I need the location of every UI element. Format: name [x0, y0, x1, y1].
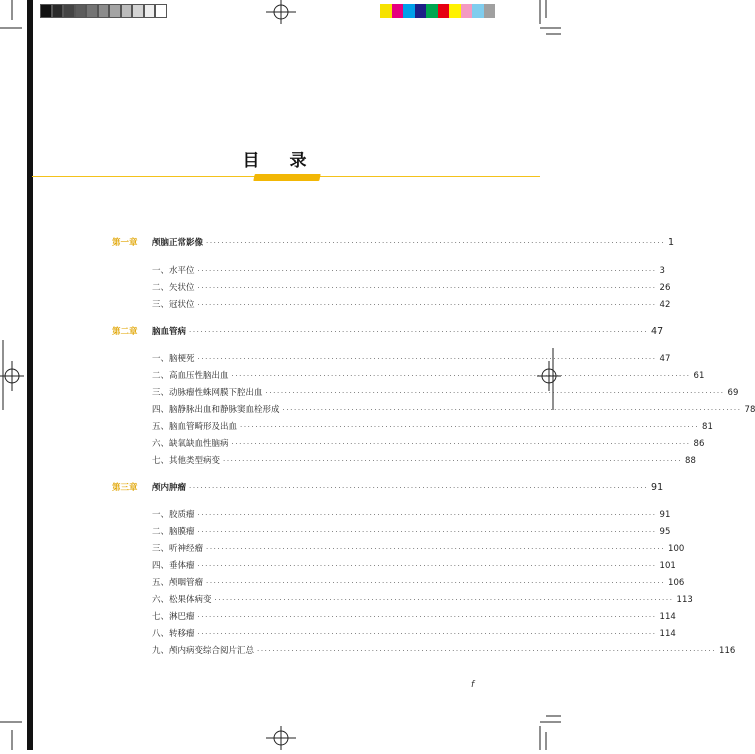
- toc-section-row[interactable]: [152, 369, 705, 383]
- page-number: 47: [659, 354, 671, 364]
- toc-section-row[interactable]: [152, 525, 671, 539]
- toc-section-row[interactable]: [152, 576, 685, 590]
- section-title: 七、其他类型病变: [152, 456, 221, 466]
- dot-leader: ························································································································: [197, 267, 657, 275]
- section-title: 六、缺氧缺血性脑病: [152, 439, 229, 449]
- chapter-title: 颅脑正常影像: [152, 238, 204, 248]
- dot-leader: ························································································································: [257, 647, 717, 655]
- page-number: 61: [693, 371, 705, 381]
- dot-leader: ························································································································: [282, 406, 742, 414]
- toc-chapter-row[interactable]: [112, 481, 664, 495]
- page-number: 91: [651, 482, 664, 493]
- dot-leader: ························································································································: [197, 301, 657, 309]
- dot-leader: ························································································································: [265, 389, 725, 397]
- toc-chapter-row[interactable]: [112, 325, 664, 339]
- toc-section-row[interactable]: [152, 420, 713, 434]
- section-title: 一、脑梗死: [152, 354, 195, 364]
- chapter-number: 第二章: [112, 327, 138, 337]
- section-title: 八、转移瘤: [152, 629, 195, 639]
- dot-leader: ························································································································: [231, 440, 691, 448]
- dot-leader: ························································································································: [197, 528, 657, 536]
- page-number: 116: [719, 646, 736, 656]
- dot-leader: ························································································································: [240, 423, 700, 431]
- dot-leader: ························································································································: [214, 596, 674, 604]
- toc-section-row[interactable]: [152, 454, 696, 468]
- page-number: 114: [659, 629, 676, 639]
- dot-leader: ························································································································: [197, 284, 657, 292]
- section-title: 二、脑膜瘤: [152, 527, 195, 537]
- section-title: 一、水平位: [152, 266, 195, 276]
- page-number: 106: [668, 578, 685, 588]
- page-number: 78: [744, 405, 755, 415]
- section-title: 七、淋巴瘤: [152, 612, 195, 622]
- section-title: 五、颅咽管瘤: [152, 578, 204, 588]
- dot-leader: ························································································································: [206, 545, 666, 553]
- section-title: 二、高血压性脑出血: [152, 371, 229, 381]
- section-title: 五、脑血管畸形及出血: [152, 422, 238, 432]
- toc-section-row[interactable]: [152, 593, 693, 607]
- dot-leader: ························································································································: [206, 579, 666, 587]
- toc-section-row[interactable]: [152, 508, 671, 522]
- section-title: 四、垂体瘤: [152, 561, 195, 571]
- toc-section-row[interactable]: [152, 437, 705, 451]
- toc-section-row[interactable]: [152, 386, 739, 400]
- toc-section-row[interactable]: [152, 403, 755, 417]
- page-number: 47: [651, 326, 664, 337]
- toc-section-row[interactable]: [152, 298, 671, 312]
- dot-leader: ························································································································: [206, 239, 666, 247]
- page-number: 86: [693, 439, 705, 449]
- toc-section-row[interactable]: [152, 352, 671, 366]
- toc-section-row[interactable]: [152, 281, 671, 295]
- page-number: 81: [702, 422, 713, 432]
- dot-leader: ························································································································: [197, 511, 657, 519]
- toc-section-row[interactable]: [152, 559, 676, 573]
- section-title: 六、松果体病变: [152, 595, 212, 605]
- section-title: 一、胶质瘤: [152, 510, 195, 520]
- page-number: 100: [668, 544, 685, 554]
- dot-leader: ························································································································: [189, 328, 649, 336]
- page-number: 26: [659, 283, 671, 293]
- dot-leader: ························································································································: [189, 484, 649, 492]
- dot-leader: ························································································································: [231, 372, 691, 380]
- toc-section-row[interactable]: [152, 627, 676, 641]
- toc-section-row[interactable]: [152, 264, 665, 278]
- page-number: 42: [659, 300, 671, 310]
- page-number: 88: [685, 456, 696, 466]
- toc-chapter-row[interactable]: [112, 236, 675, 250]
- chapter-title: 颅内肿瘤: [152, 483, 187, 493]
- page-number: 91: [659, 510, 671, 520]
- page-number: 101: [659, 561, 676, 571]
- page-title: 目 录: [242, 151, 319, 171]
- chapter-number: 第一章: [112, 238, 138, 248]
- page-number: 95: [659, 527, 671, 537]
- dot-leader: ························································································································: [197, 630, 657, 638]
- page-number: 114: [659, 612, 676, 622]
- section-title: 四、脑静脉出血和静脉窦血栓形成: [152, 405, 280, 415]
- toc-section-row[interactable]: [152, 610, 676, 624]
- chapter-number: 第三章: [112, 483, 138, 493]
- footer-mark: f: [471, 680, 475, 690]
- section-title: 九、颅内病变综合阅片汇总: [152, 646, 255, 656]
- page-number: 113: [676, 595, 693, 605]
- section-title: 三、冠状位: [152, 300, 195, 310]
- toc-section-row[interactable]: [152, 644, 736, 658]
- toc-section-row[interactable]: [152, 542, 685, 556]
- section-title: 二、矢状位: [152, 283, 195, 293]
- dot-leader: ························································································································: [197, 613, 657, 621]
- dot-leader: ························································································································: [223, 457, 683, 465]
- page-number: 69: [727, 388, 739, 398]
- dot-leader: ························································································································: [197, 355, 657, 363]
- section-title: 三、听神经瘤: [152, 544, 204, 554]
- chapter-title: 脑血管病: [152, 327, 187, 337]
- section-title: 三、动脉瘤性蛛网膜下腔出血: [152, 388, 263, 398]
- page-number: 1: [668, 237, 675, 248]
- page-number: 3: [659, 266, 665, 276]
- dot-leader: ························································································································: [197, 562, 657, 570]
